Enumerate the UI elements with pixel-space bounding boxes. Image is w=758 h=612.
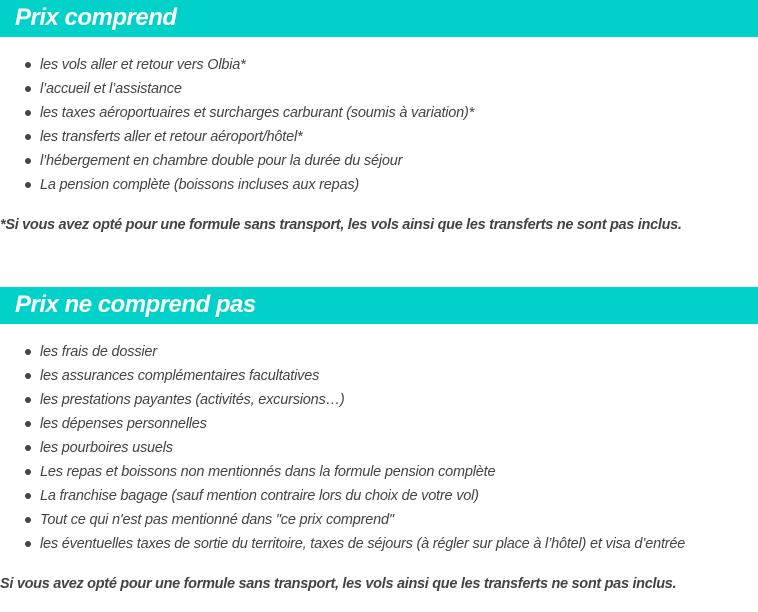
bullet-icon xyxy=(25,86,31,92)
list-item: les prestations payantes (activités, excursions…) xyxy=(0,388,685,412)
list-item: l’hébergement en chambre double pour la durée du séjour xyxy=(0,149,474,173)
list-item: les transferts aller et retour aéroport/hôtel* xyxy=(0,125,474,149)
excluded-header xyxy=(0,287,758,324)
list-item: l’accueil et l’assistance xyxy=(0,77,474,101)
included-title: Prix comprend xyxy=(15,4,177,31)
list-item: les pourboires usuels xyxy=(0,436,685,460)
bullet-icon xyxy=(25,110,31,116)
excluded-title: Prix ne comprend pas xyxy=(15,291,256,318)
included-header xyxy=(0,0,758,37)
bullet-icon xyxy=(25,182,31,188)
list-item: les frais de dossier xyxy=(0,340,685,364)
list-item: les assurances complémentaires facultatives xyxy=(0,364,685,388)
bullet-icon xyxy=(25,421,31,427)
bullet-icon xyxy=(25,469,31,475)
excluded-note: Si vous avez opté pour une formule sans transport, les vols ainsi que les transferts ne sont pas inclus. xyxy=(0,576,677,592)
bullet-icon xyxy=(25,517,31,523)
included-note: *Si vous avez opté pour une formule sans transport, les vols ainsi que les transferts ne sont pas inclus. xyxy=(0,217,682,233)
bullet-icon xyxy=(25,134,31,140)
excluded-list xyxy=(0,340,685,556)
list-item: La pension complète (boissons incluses aux repas) xyxy=(0,173,474,197)
bullet-icon xyxy=(25,397,31,403)
bullet-icon xyxy=(25,445,31,451)
bullet-icon xyxy=(25,541,31,547)
list-item: Tout ce qui n'est pas mentionné dans "ce prix comprend" xyxy=(0,508,685,532)
list-item: les taxes aéroportuaires et surcharges carburant (soumis à variation)* xyxy=(0,101,474,125)
bullet-icon xyxy=(25,158,31,164)
bullet-icon xyxy=(25,349,31,355)
bullet-icon xyxy=(25,373,31,379)
list-item: Les repas et boissons non mentionnés dans la formule pension complète xyxy=(0,460,685,484)
list-item: les éventuelles taxes de sortie du territoire, taxes de séjours (à régler sur place à l’hôtel) et visa d’entrée xyxy=(0,532,685,556)
list-item: La franchise bagage (sauf mention contraire lors du choix de votre vol) xyxy=(0,484,685,508)
list-item: les dépenses personnelles xyxy=(0,412,685,436)
bullet-icon xyxy=(25,62,31,68)
list-item: les vols aller et retour vers Olbia* xyxy=(0,53,474,77)
bullet-icon xyxy=(25,493,31,499)
included-list xyxy=(0,53,474,197)
